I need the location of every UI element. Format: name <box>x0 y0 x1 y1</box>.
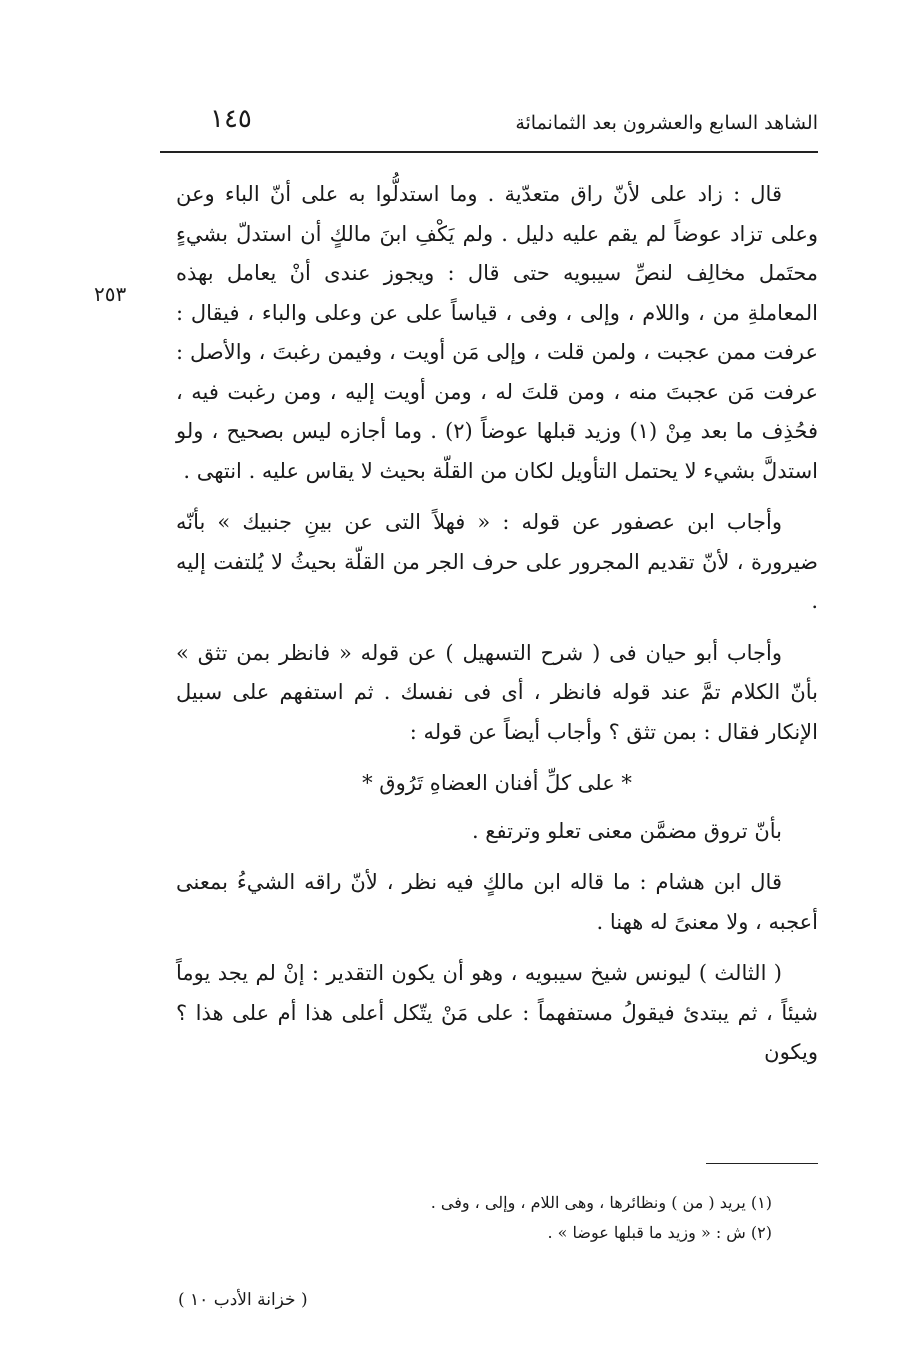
footnote-2: (٢) ش : « وزيد ما قبلها عوضا » . <box>547 1223 772 1242</box>
page-number: ١٤٥ <box>210 104 252 134</box>
main-text <box>176 175 818 1085</box>
paragraph: بأنّ تروق مضمَّن معنى تعلو وترتفع . <box>471 818 782 843</box>
header-rule <box>160 151 818 153</box>
paragraph: ( الثالث ) ليونس شيخ سيبويه ، وهو أن يكون التقدير : إنْ لم يجد يوماً شيئاً ، ثم يبتدئ فيقولُ مستفهماً : على مَنْ يتّكل أعلى هذا أم على هذا ؟ ويكون <box>176 961 818 1064</box>
footnote-1: (١) يريد ( من ) ونظائرها ، وهى اللام ، وإلى ، وفى . <box>430 1193 772 1212</box>
footnotes <box>212 1188 772 1248</box>
paragraph: قال : زاد على لأنّ راق متعدّية . وما استدلُّوا به على أنّ الباء وعن وعلى تزاد عوضاً لم يقم عليه دليل . ولم يَكْفِ ابنَ مالكٍ أن استدلّ بشيءٍ محتَمل مخالِف لنصِّ سيبويه حتى قال : ويجوز عندى أنْ يعامل بهذه المعاملةِ من ، واللام ، وإلى ، وفى ، قياساً على عن وعلى والباء ، فيقال : عرفت ممن عجبت ، ولمن قلت ، وإلى مَن أويت ، وفيمن رغبتَ ، والأصل : عرفت مَن عجبتَ منه ، ومن قلتَ له ، ومن أويت إليه ، ومن رغبت فيه ، فحُذِف ما بعد مِنْ (١) وزيد قبلها عوضاً (٢) . وما أجازه ليس بصحيح ، ولو استدلَّ بشيء لا يحتمل التأويل لكان من القلّة بحيث لا يقاس عليه . انتهى . <box>176 182 818 483</box>
paragraph: وأجاب ابن عصفور عن قوله : « فهلاً التى عن بينِ جنبيك » بأنّه ضيرورة ، لأنّ تقديم المجرور على حرف الجر من القلّة بحيثُ لا يُلتفت إليه . <box>176 510 818 613</box>
verse-line: * على كلِّ أفنان العضاهِ تَرُوق * <box>362 771 632 795</box>
paragraph: وأجاب أبو حيان فى ( شرح التسهيل ) عن قوله « فانظر بمن تثق » بأنّ الكلام تمَّ عند قوله فانظر ، أى فى نفسك . ثم استفهم على سبيل الإنكار فقال : بمن تثق ؟ وأجاب أيضاً عن قوله : <box>176 640 818 744</box>
paragraph: قال ابن هشام : ما قاله ابن مالكٍ فيه نظر ، لأنّ راقه الشيءُ بمعنى أعجبه ، ولا معنىً له ههنا . <box>176 870 818 934</box>
running-title: الشاهد السابع والعشرون بعد الثمانمائة <box>515 112 818 134</box>
signature-mark: ( خزانة الأدب ١٠ ) <box>178 1290 308 1310</box>
margin-reference-number: ٢٥٣ <box>94 282 127 306</box>
footnote-rule <box>706 1163 818 1164</box>
